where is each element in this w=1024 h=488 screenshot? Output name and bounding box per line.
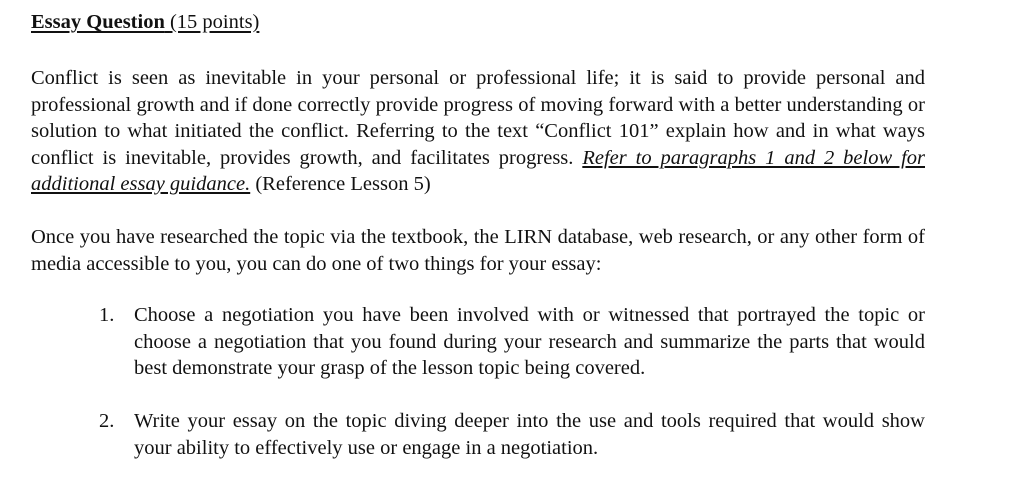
heading-points: (15 points) (169, 11, 260, 33)
prompt-text: Conflict is seen as inevitable in your personal or professional life; it is said to provide personal and professional growth and if done correctly provide progress of moving forward with a better understanding or solution to what initiated the conflict. Referring to the text “Conflict 101” explain how and in what ways conflict is inevitable, provides growth, and facilitates progress. (31, 67, 925, 169)
lesson-reference: (Reference Lesson 5) (250, 173, 431, 195)
list-item (99, 302, 925, 382)
list-item-text: Choose a negotiation you have been involved with or witnessed that portrayed the topic or choose a negotiation that you found during your research and summarize the parts that would best demonstrate your grasp of the lesson topic being covered. (134, 304, 925, 379)
list-item-text: Write your essay on the topic diving deeper into the use and tools required that would show your ability to effectively use or engage in a negotiation. (134, 410, 925, 459)
heading-title: Essay Question (31, 11, 165, 33)
list-item-number: 2. (99, 410, 115, 432)
list-item-number: 1. (99, 304, 115, 326)
essay-heading (31, 11, 259, 34)
guidance-reference: Refer to paragraphs 1 and 2 below for additional essay guidance. (31, 146, 925, 195)
essay-prompt-paragraph (31, 65, 925, 198)
list-item (99, 408, 925, 461)
research-instructions-paragraph: Once you have researched the topic via the textbook, the LIRN database, web research, or any other form of media accessible to you, you can do one of two things for your essay: (31, 226, 925, 275)
